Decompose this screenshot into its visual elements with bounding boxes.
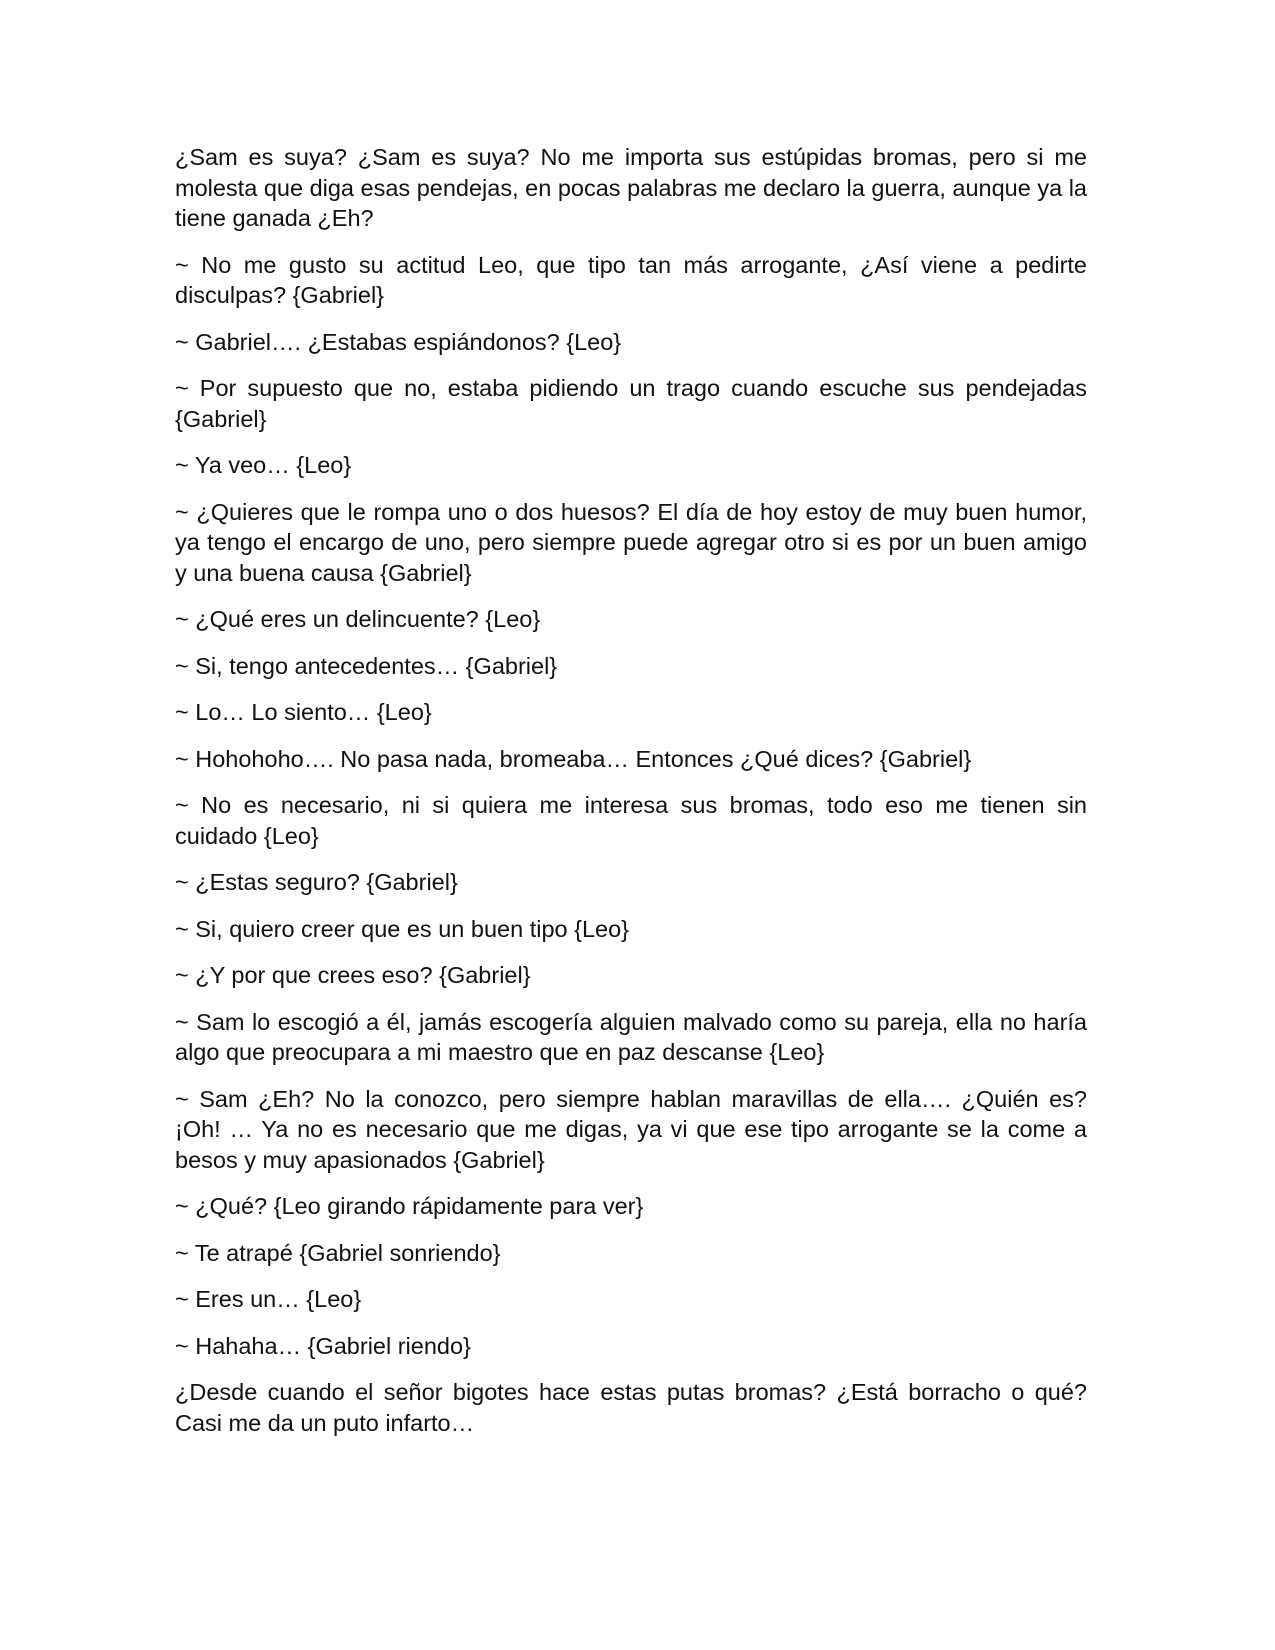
- document-body: [175, 142, 1087, 1454]
- dialogue-line: ~ Hahaha… {Gabriel riendo}: [175, 1332, 471, 1359]
- dialogue-line: ~ Te atrapé {Gabriel sonriendo}: [175, 1239, 501, 1266]
- dialogue-line: ~ Sam lo escogió a él, jamás escogería alguien malvado como su pareja, ella no haría algo que preocupara a mi maestro que en paz descanse {Leo}: [175, 1008, 1087, 1065]
- dialogue-line: ~ Eres un… {Leo}: [175, 1286, 362, 1312]
- narration-paragraph: ¿Sam es suya? ¿Sam es suya? No me importa sus estúpidas bromas, pero si me molesta que diga esas pendejas, en pocas palabras me declaro la guerra, aunque ya la tiene ganada ¿Eh?: [175, 144, 1087, 231]
- dialogue-line: ~ ¿Estas seguro? {Gabriel}: [175, 869, 458, 895]
- dialogue-line: ~ Ya veo… {Leo}: [175, 452, 352, 478]
- dialogue-line: ~ Si, tengo antecedentes… {Gabriel}: [175, 652, 558, 679]
- dialogue-line: ~ ¿Y por que crees eso? {Gabriel}: [175, 962, 531, 988]
- dialogue-line: ~ ¿Qué eres un delincuente? {Leo}: [175, 606, 541, 632]
- dialogue-line: ~ Lo… Lo siento… {Leo}: [175, 699, 432, 725]
- dialogue-line: ~ No es necesario, ni si quiera me interesa sus bromas, todo eso me tienen sin cuidado {Leo}: [175, 792, 1087, 849]
- dialogue-line: ~ ¿Quieres que le rompa uno o dos huesos? El día de hoy estoy de muy buen humor, ya tengo el encargo de uno, pero siempre puede agregar otro si es por un buen amigo y una buena causa {Gabriel}: [175, 498, 1087, 586]
- dialogue-line: ~ Hohohoho…. No pasa nada, bromeaba… Entonces ¿Qué dices? {Gabriel}: [175, 745, 972, 772]
- dialogue-line: ~ Por supuesto que no, estaba pidiendo un trago cuando escuche sus pendejadas {Gabriel}: [175, 375, 1087, 432]
- dialogue-line: ~ Sam ¿Eh? No la conozco, pero siempre hablan maravillas de ella…. ¿Quién es? ¡Oh! … Ya no es necesario que me digas, ya vi que ese tipo arrogante se la come a besos y muy apasionados {Gabriel}: [175, 1085, 1087, 1173]
- dialogue-line: ~ Gabriel…. ¿Estabas espiándonos? {Leo}: [175, 328, 622, 355]
- dialogue-line: ~ ¿Qué? {Leo girando rápidamente para ver}: [175, 1193, 644, 1219]
- narration-paragraph: ¿Desde cuando el señor bigotes hace estas putas bromas? ¿Está borracho o qué? Casi me da un puto infarto…: [175, 1379, 1087, 1436]
- dialogue-line: ~ Si, quiero creer que es un buen tipo {Leo}: [175, 915, 630, 942]
- dialogue-line: ~ No me gusto su actitud Leo, que tipo tan más arrogante, ¿Así viene a pedirte disculpas? {Gabriel}: [175, 251, 1087, 308]
